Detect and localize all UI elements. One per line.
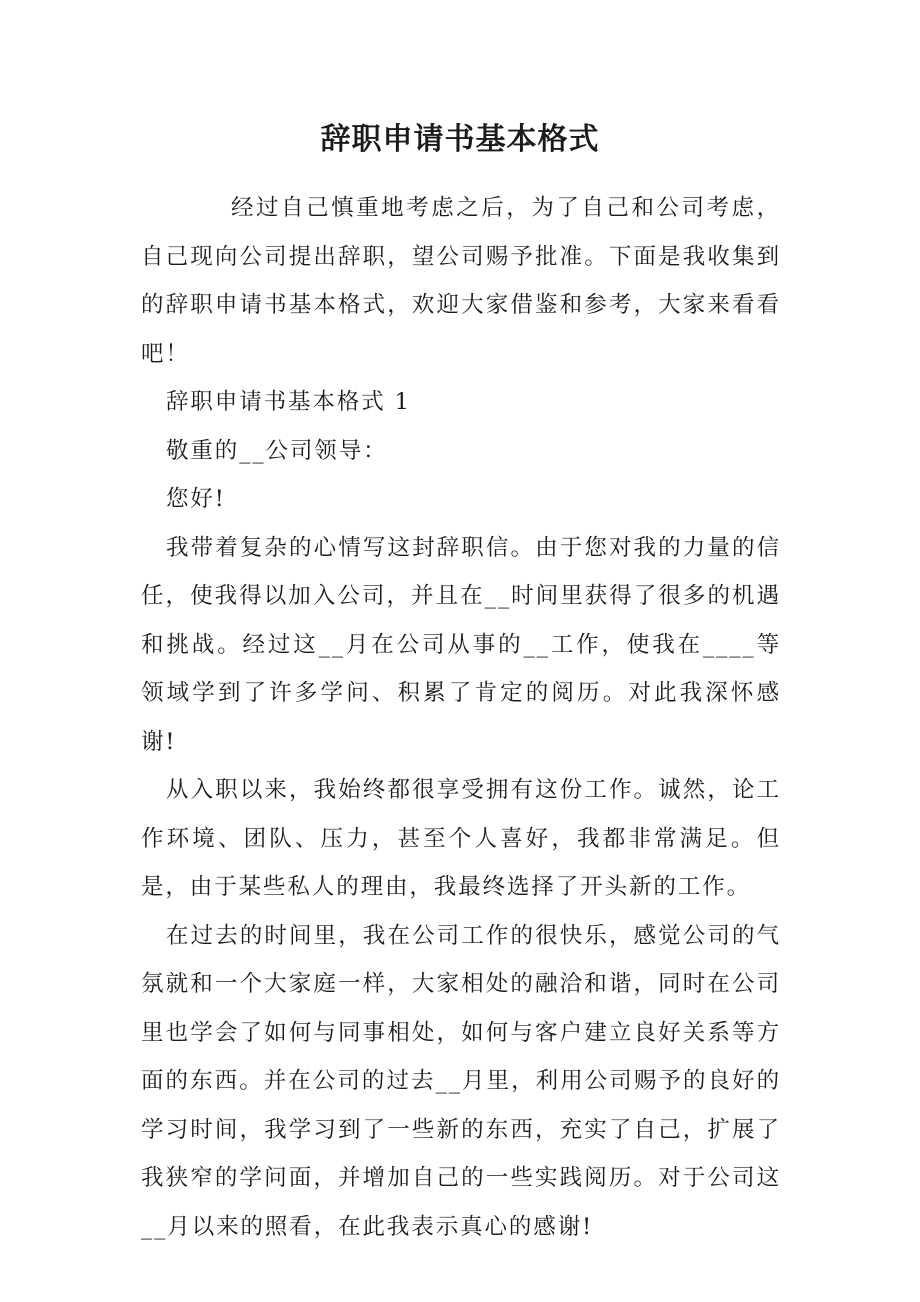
- body-paragraph-1: 我带着复杂的心情写这封辞职信。由于您对我的力量的信任，使我得以加入公司，并且在__时间里获得了很多的机遇和挑战。经过这__月在公司从事的__工作，使我在____等领域学到了许多学问、积累了肯定的阅历。对此我深怀感谢!: [141, 534, 781, 755]
- salutation: 敬重的__公司领导：: [166, 437, 388, 464]
- intro-paragraph: 经过自己慎重地考虑之后，为了自己和公司考虑，自己现向公司提出辞职，望公司赐予批准。下面是我收集到的辞职申请书基本格式，欢迎大家借鉴和参考，大家来看看吧！: [141, 195, 781, 367]
- document-body: [141, 184, 781, 1251]
- body-paragraph-2: 从入职以来，我始终都很享受拥有这份工作。诚然，论工作环境、团队、压力，甚至个人喜好，我都非常满足。但是，由于某些私人的理由，我最终选择了开头新的工作。: [141, 777, 781, 900]
- body-paragraph-3: 在过去的时间里，我在公司工作的很快乐，感觉公司的气氛就和一个大家庭一样，大家相处的融洽和谐，同时在公司里也学会了如何与同事相处，如何与客户建立良好关系等方面的东西。并在公司的过去__月里，利用公司赐予的良好的学习时间，我学习到了一些新的东西，充实了自己，扩展了我狭窄的学问面，并增加自己的一些实践阅历。对于公司这__月以来的照看，在此我表示真心的感谢!: [141, 922, 781, 1240]
- greeting: 您好!: [166, 486, 226, 512]
- section-heading: 辞职申请书基本格式 1: [166, 389, 411, 415]
- document-title: 辞职申请书基本格式: [320, 122, 600, 157]
